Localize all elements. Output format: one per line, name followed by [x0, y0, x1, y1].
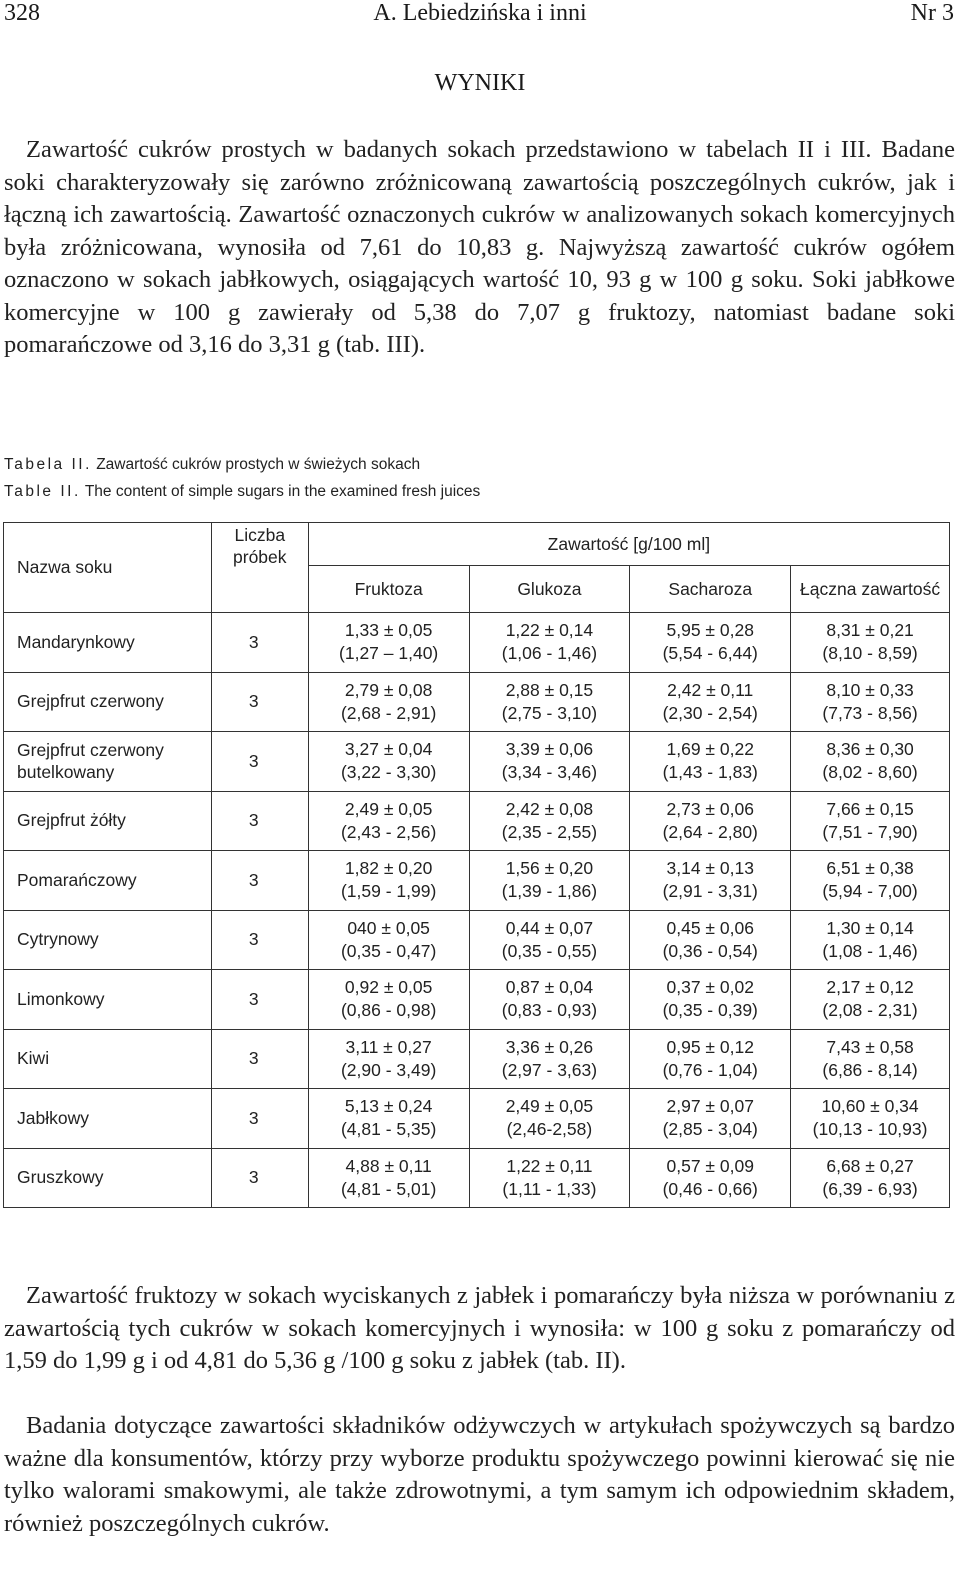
cell-glucose: [469, 791, 630, 851]
mean-value: 6,51 ± 0,38: [826, 858, 914, 879]
table-row: [4, 970, 950, 1030]
mean-value: 0,87 ± 0,04: [505, 977, 594, 998]
mean-value: 7,43 ± 0,58: [826, 1036, 914, 1057]
range-value: (2,46-2,58): [506, 1119, 593, 1140]
table-caption-pl: [4, 456, 420, 474]
mean-value: 2,79 ± 0,08: [344, 679, 433, 700]
mean-value: 1,22 ± 0,14: [505, 620, 594, 641]
range-value: (0,36 - 0,54): [662, 940, 758, 961]
cell-sample-count: 3: [211, 1148, 308, 1208]
cell-glucose: [469, 970, 630, 1030]
table-row: [4, 672, 950, 732]
table-caption-en: [4, 483, 480, 501]
sugar-content-table: [3, 522, 950, 1208]
range-value: (7,51 - 7,90): [822, 821, 918, 842]
mean-value: 4,88 ± 0,11: [345, 1155, 432, 1176]
cell-total: [791, 1148, 950, 1208]
mean-value: 1,30 ± 0,14: [826, 917, 914, 938]
mean-value: 7,66 ± 0,15: [826, 798, 914, 819]
cell-juice-name: Mandarynkowy: [4, 613, 212, 673]
table-row: [4, 791, 950, 851]
mean-value: 8,10 ± 0,33: [826, 679, 914, 700]
mean-value: 1,69 ± 0,22: [666, 739, 754, 760]
mean-value: 3,11 ± 0,27: [345, 1036, 432, 1057]
range-value: (2,08 - 2,31): [822, 1000, 918, 1021]
mean-value: 1,33 ± 0,05: [344, 620, 433, 641]
paragraph-results-intro: Zawartość cukrów prostych w badanych sokach przedstawiono w tabelach II i III. Badane soki charakteryzowały się zarówno zróżnicowaną zawartością poszczególnych cukrów, jak i łączną ich zawartością. Zawartość oznaczonych cukrów w analizowanych sokach komercyjnych była zróżnicowana, wynosiła od 7,61 do 10,83 g. Najwyższą zawartość cukrów ogółem oznaczono w sokach jabłkowych, osiągających wartość 10, 93 g w 100 g soku. Soki jabłkowe komercyjne w 100 g zawierały od 5,38 do 7,07 g fruktozy, natomiast badane soki pomarańczowe od 3,16 do 3,31 g (tab. III).: [4, 136, 955, 358]
mean-value: 5,95 ± 0,28: [666, 620, 754, 641]
mean-value: 2,42 ± 0,08: [505, 798, 594, 819]
mean-value: 2,49 ± 0,05: [505, 1096, 594, 1117]
range-value: (2,64 - 2,80): [662, 821, 758, 842]
cell-sample-count: 3: [211, 613, 308, 673]
cell-sucrose: [630, 1148, 791, 1208]
range-value: (3,34 - 3,46): [501, 762, 598, 783]
cell-sample-count: 3: [211, 910, 308, 970]
range-value: (1,39 - 1,86): [501, 881, 598, 902]
cell-fructose: [308, 732, 469, 792]
mean-value: 0,95 ± 0,12: [666, 1036, 754, 1057]
cell-fructose: [308, 791, 469, 851]
header-sample-count: Liczba próbek: [211, 523, 308, 613]
range-value: (0,76 - 1,04): [662, 1059, 758, 1080]
header-juice-name: Nazwa soku: [4, 523, 212, 613]
table-title-pl: Zawartość cukrów prostych w świeżych sokach: [96, 456, 421, 473]
table-row: [4, 1148, 950, 1208]
cell-glucose: [469, 851, 630, 911]
range-value: (0,35 - 0,39): [662, 1000, 758, 1021]
range-value: (0,35 - 0,47): [340, 940, 437, 961]
section-title: WYNIKI: [434, 70, 526, 96]
cell-glucose: [469, 1148, 630, 1208]
cell-sample-count: 3: [211, 851, 308, 911]
cell-total: [791, 851, 950, 911]
cell-sample-count: 3: [211, 970, 308, 1030]
mean-value: 8,36 ± 0,30: [826, 739, 914, 760]
range-value: (0,86 - 0,98): [340, 1000, 437, 1021]
cell-total: [791, 1089, 950, 1149]
range-value: (10,13 - 10,93): [812, 1119, 928, 1140]
range-value: (5,94 - 7,00): [822, 881, 918, 902]
table-label-en: Table II.: [4, 483, 81, 500]
range-value: (1,06 - 1,46): [501, 643, 598, 664]
range-value: (1,59 - 1,99): [340, 881, 437, 902]
cell-sucrose: [630, 732, 791, 792]
cell-fructose: [308, 1029, 469, 1089]
cell-sucrose: [630, 970, 791, 1030]
range-value: (0,46 - 0,66): [662, 1178, 758, 1199]
cell-glucose: [469, 1089, 630, 1149]
table-row: [4, 851, 950, 911]
cell-glucose: [469, 672, 630, 732]
range-value: (0,35 - 0,55): [501, 940, 598, 961]
mean-value: 2,17 ± 0,12: [826, 977, 914, 998]
cell-juice-name: Jabłkowy: [4, 1089, 212, 1149]
cell-juice-name: Grejpfrut czerwony: [4, 672, 212, 732]
mean-value: 3,14 ± 0,13: [666, 858, 754, 879]
paragraph-fructose: Zawartość fruktozy w sokach wyciskanych z jabłek i pomarańczy była niższa w porównaniu z zawartością tych cukrów w sokach komercyjnych i wynosiła: w 100 g soku z pomarańczy od 1,59 do 1,99 g i od 4,81 do 5,36 g /100 g soku z jabłek (tab. II).: [4, 1282, 955, 1374]
range-value: (2,85 - 3,04): [662, 1119, 758, 1140]
range-value: (2,43 - 2,56): [340, 821, 437, 842]
mean-value: 0,45 ± 0,06: [666, 917, 754, 938]
cell-juice-name: Cytrynowy: [4, 910, 212, 970]
mean-value: 1,22 ± 0,11: [506, 1155, 593, 1176]
range-value: (2,30 - 2,54): [662, 702, 758, 723]
range-value: (0,83 - 0,93): [501, 1000, 598, 1021]
cell-total: [791, 910, 950, 970]
range-value: (1,11 - 1,33): [502, 1178, 597, 1199]
mean-value: 5,13 ± 0,24: [344, 1096, 433, 1117]
cell-sample-count: 3: [211, 672, 308, 732]
cell-fructose: [308, 1148, 469, 1208]
range-value: (2,91 - 3,31): [662, 881, 758, 902]
header-fructose: Fruktoza: [308, 566, 469, 613]
cell-sample-count: 3: [211, 732, 308, 792]
cell-sucrose: [630, 1029, 791, 1089]
cell-glucose: [469, 613, 630, 673]
cell-sample-count: 3: [211, 1029, 308, 1089]
running-header: [0, 0, 960, 30]
range-value: (5,54 - 6,44): [662, 643, 758, 664]
table-row: [4, 1029, 950, 1089]
cell-glucose: [469, 1029, 630, 1089]
range-value: (6,86 - 8,14): [822, 1059, 918, 1080]
mean-value: 1,82 ± 0,20: [344, 858, 433, 879]
mean-value: 6,68 ± 0,27: [826, 1155, 914, 1176]
cell-sucrose: [630, 613, 791, 673]
cell-sucrose: [630, 672, 791, 732]
table-row: [4, 613, 950, 673]
range-value: (1,43 - 1,83): [662, 762, 758, 783]
cell-fructose: [308, 1089, 469, 1149]
table-title-en: The content of simple sugars in the examined fresh juices: [84, 483, 481, 500]
table-label-pl: Tabela II.: [4, 456, 92, 473]
mean-value: 8,31 ± 0,21: [826, 620, 914, 641]
mean-value: 3,39 ± 0,06: [505, 739, 594, 760]
mean-value: 2,88 ± 0,15: [505, 679, 594, 700]
range-value: (2,90 - 3,49): [340, 1059, 437, 1080]
table-row: [4, 1089, 950, 1149]
mean-value: 2,42 ± 0,11: [667, 679, 754, 700]
cell-juice-name: Kiwi: [4, 1029, 212, 1089]
range-value: (6,39 - 6,93): [822, 1178, 918, 1199]
cell-fructose: [308, 851, 469, 911]
range-value: (8,02 - 8,60): [822, 762, 918, 783]
cell-total: [791, 1029, 950, 1089]
range-value: (4,81 - 5,01): [340, 1178, 437, 1199]
mean-value: 0,57 ± 0,09: [666, 1155, 754, 1176]
cell-total: [791, 791, 950, 851]
range-value: (4,81 - 5,35): [340, 1119, 437, 1140]
range-value: (2,75 - 3,10): [501, 702, 598, 723]
cell-fructose: [308, 613, 469, 673]
range-value: (7,73 - 8,56): [822, 702, 918, 723]
range-value: (2,35 - 2,55): [501, 821, 598, 842]
header-total: Łączna zawartość: [791, 566, 950, 613]
header-content-group: Zawartość [g/100 ml]: [308, 523, 949, 566]
header-glucose: Glukoza: [469, 566, 630, 613]
range-value: (2,97 - 3,63): [501, 1059, 598, 1080]
mean-value: 2,97 ± 0,07: [666, 1096, 754, 1117]
mean-value: 10,60 ± 0,34: [821, 1096, 919, 1117]
mean-value: 0,44 ± 0,07: [505, 917, 594, 938]
header-sucrose: Sacharoza: [630, 566, 791, 613]
cell-sucrose: [630, 791, 791, 851]
mean-value: 2,49 ± 0,05: [344, 798, 433, 819]
issue-number: Nr 3: [910, 0, 954, 26]
table-row: [4, 910, 950, 970]
cell-sucrose: [630, 851, 791, 911]
range-value: (1,27 – 1,40): [339, 643, 439, 664]
cell-total: [791, 732, 950, 792]
mean-value: 3,27 ± 0,04: [344, 739, 433, 760]
cell-sample-count: 3: [211, 791, 308, 851]
mean-value: 2,73 ± 0,06: [666, 798, 754, 819]
cell-juice-name: Pomarańczowy: [4, 851, 212, 911]
mean-value: 0,37 ± 0,02: [666, 977, 754, 998]
cell-juice-name: Limonkowy: [4, 970, 212, 1030]
running-authors: A. Lebiedzińska i inni: [373, 0, 587, 26]
cell-sample-count: 3: [211, 1089, 308, 1149]
cell-fructose: [308, 970, 469, 1030]
cell-sucrose: [630, 1089, 791, 1149]
cell-glucose: [469, 732, 630, 792]
cell-juice-name: Grejpfrut żółty: [4, 791, 212, 851]
cell-fructose: [308, 910, 469, 970]
cell-sucrose: [630, 910, 791, 970]
range-value: (3,22 - 3,30): [340, 762, 437, 783]
mean-value: 0,92 ± 0,05: [344, 977, 433, 998]
cell-juice-name: Grejpfrut czerwony butelkowany: [4, 732, 212, 792]
cell-glucose: [469, 910, 630, 970]
cell-total: [791, 613, 950, 673]
cell-juice-name: Gruszkowy: [4, 1148, 212, 1208]
mean-value: 040 ± 0,05: [347, 917, 430, 938]
mean-value: 3,36 ± 0,26: [505, 1036, 594, 1057]
table-row: [4, 732, 950, 792]
range-value: (1,08 - 1,46): [822, 940, 918, 961]
mean-value: 1,56 ± 0,20: [505, 858, 594, 879]
cell-fructose: [308, 672, 469, 732]
cell-total: [791, 672, 950, 732]
paragraph-conclusion: Badania dotyczące zawartości składników odżywczych w artykułach spożywczych są bardzo ważne dla konsumentów, którzy przy wyborze produktu spożywczego powinni kierować się nie tylko walorami smakowymi, ale także zdrowotnymi, a tym samym ich odpowiednim składem, również poszczególnych cukrów.: [4, 1412, 955, 1537]
page-number: 328: [4, 0, 40, 26]
range-value: (2,68 - 2,91): [340, 702, 437, 723]
cell-total: [791, 970, 950, 1030]
range-value: (8,10 - 8,59): [822, 643, 918, 664]
